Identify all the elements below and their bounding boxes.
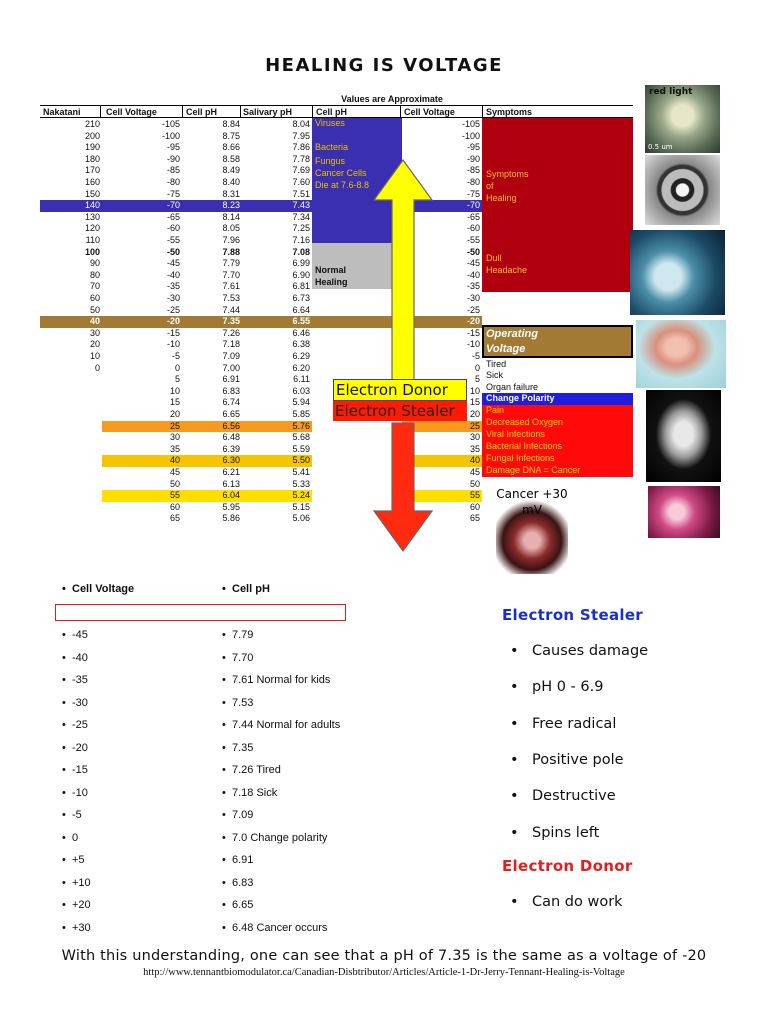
voltage-list-item: • +5 <box>72 854 85 866</box>
table-cell: 6.73 <box>292 293 310 303</box>
table-cell: 10 <box>469 385 480 396</box>
table-cell: 6.65 <box>222 409 240 419</box>
table-cell: 20 <box>89 339 100 350</box>
table-cell: 40 <box>89 316 100 327</box>
table-cell: 7.86 <box>292 142 310 153</box>
ph-list-item: • 7.26 Tired <box>232 764 281 776</box>
symptom-symptoms: Symptoms <box>486 169 529 179</box>
table-cell: 50 <box>89 304 100 315</box>
ph-list-item: • 7.61 Normal for kids <box>232 674 330 686</box>
th-cell-ph-2: Cell pH <box>316 107 348 117</box>
table-cell: 190 <box>84 142 100 153</box>
table-cell: 8.40 <box>222 177 240 187</box>
table-cell: -60 <box>466 223 480 234</box>
table-cell: 15 <box>469 397 480 408</box>
table-cell: 7.09 <box>222 351 240 361</box>
table-cell: 7.70 <box>222 269 240 280</box>
voltage-list-item: • -15 <box>72 764 88 776</box>
table-cell: 6.13 <box>222 478 240 489</box>
table-cell: 6.56 <box>222 420 240 431</box>
table-cell: 8.49 <box>222 165 240 176</box>
table-cell: 7.60 <box>292 177 310 187</box>
table-cell: 7.96 <box>222 235 240 245</box>
table-cell: 6.48 <box>222 432 240 443</box>
table-cell: -5 <box>471 351 480 361</box>
table-cell: 5.06 <box>292 513 310 524</box>
table-cell: 5.86 <box>222 513 240 524</box>
table-cell: 7.08 <box>292 246 310 257</box>
table-cell: 20 <box>169 409 180 419</box>
table-cell: 130 <box>84 211 100 222</box>
table-cell: -15 <box>466 327 480 338</box>
table-cell: 150 <box>84 188 100 199</box>
table-cell: 6.11 <box>293 374 310 385</box>
table-cell: 7.43 <box>292 200 310 211</box>
table-cell: 6.39 <box>222 443 240 454</box>
table-cell: 5.41 <box>292 467 310 477</box>
table-cell: 7.44 <box>222 304 240 315</box>
table-cell: 90 <box>89 258 100 269</box>
table-row <box>40 223 633 235</box>
table-cell: 6.20 <box>292 362 310 373</box>
cancer-cell-image: Cancer +30 mV <box>496 486 568 574</box>
table-cell: -105 <box>161 119 180 129</box>
voltage-list-item: • -25 <box>72 719 88 731</box>
table-cell: 6.46 <box>292 327 310 338</box>
voltage-list-item: • -35 <box>72 674 88 686</box>
table-cell: -80 <box>166 177 180 187</box>
voltage-list-item: • +10 <box>72 877 91 889</box>
table-cell: 45 <box>469 467 480 477</box>
symptom-pain: Pain <box>486 405 505 415</box>
table-cell: 5.94 <box>292 397 310 408</box>
table-cell: 5.33 <box>292 478 310 489</box>
table-cell: 30 <box>89 327 100 338</box>
stealer-item: • Free radical <box>532 716 616 732</box>
table-cell: 8.04 <box>292 119 310 129</box>
ph-list-item: • 6.65 <box>232 899 253 911</box>
table-cell: -95 <box>166 142 180 153</box>
electron-donor-arrow <box>370 158 436 383</box>
table-cell: 5.95 <box>222 501 240 512</box>
ph-list-item: • 6.48 Cancer occurs <box>232 922 327 934</box>
table-cell: -45 <box>166 258 180 269</box>
voltage-list-item: • 0 <box>72 832 78 844</box>
electron-donor-label: Electron Donor <box>333 379 467 401</box>
voltage-list-item: • -5 <box>72 809 82 821</box>
table-cell: 60 <box>89 293 100 303</box>
table-row <box>40 293 633 305</box>
symptom-of: of <box>486 181 494 191</box>
table-cell: -60 <box>166 223 180 234</box>
table-cell: -90 <box>466 153 480 164</box>
table-cell: 7.53 <box>222 293 240 303</box>
symptom-change-polarity: Change Polarity <box>486 393 555 403</box>
table-cell: 210 <box>84 119 100 129</box>
table-cell: -65 <box>466 211 480 222</box>
table-cell: 6.99 <box>292 258 310 269</box>
table-cell: -65 <box>166 211 180 222</box>
table-cell: 70 <box>89 281 100 292</box>
symptom-dull: Dull <box>486 253 502 263</box>
table-cell: 7.78 <box>292 153 310 164</box>
label-cancer-cells: Cancer Cells <box>315 168 367 178</box>
ph-list-item: • 7.0 Change polarity <box>232 832 327 844</box>
table-cell: -50 <box>466 246 480 257</box>
table-cell: -55 <box>166 235 180 245</box>
table-cell: 7.16 <box>292 235 310 245</box>
table-cell: 80 <box>89 269 100 280</box>
th-cell-ph: Cell pH <box>186 107 218 117</box>
table-cell: 35 <box>469 443 480 454</box>
th-cell-voltage: Cell Voltage <box>106 107 157 117</box>
footer-text: With this understanding, one can see that a pH of 7.35 is the same as a voltage of -20 <box>61 948 707 964</box>
table-cell: -50 <box>166 246 180 257</box>
table-cell: 40 <box>469 455 480 466</box>
table-cell: 100 <box>84 246 100 257</box>
table-cell: -85 <box>166 165 180 176</box>
table-cell: 7.88 <box>222 246 240 257</box>
table-cell: 8.05 <box>222 223 240 234</box>
table-cell: 0 <box>174 362 180 373</box>
table-cell: 35 <box>169 443 180 454</box>
table-row <box>40 363 633 375</box>
ph-list-item: • 7.44 Normal for adults <box>232 719 340 731</box>
table-cell: -55 <box>466 235 480 245</box>
table-cell: 5 <box>174 374 180 385</box>
table-cell: 8.66 <box>222 142 240 153</box>
table-cell: 6.90 <box>292 269 310 280</box>
table-super-header: Values are Approximate <box>341 94 443 104</box>
label-bacteria: Bacteria <box>315 142 349 152</box>
table-cell: -10 <box>166 339 180 350</box>
table-cell: 140 <box>84 200 100 211</box>
ph-list-item: • 7.53 <box>232 697 253 709</box>
table-cell: 6.38 <box>292 339 310 350</box>
voltage-list-item: • -45 <box>72 629 88 641</box>
voltage-list-item: • -30 <box>72 697 88 709</box>
table-cell: 45 <box>169 467 180 477</box>
ph-list-item: • 7.18 Sick <box>232 787 277 799</box>
symptom-damage-dna: Damage DNA = Cancer <box>486 465 581 475</box>
table-cell: 6.55 <box>292 316 310 327</box>
table-cell: -80 <box>466 177 480 187</box>
table-cell: 30 <box>469 432 480 443</box>
ph-list-item: • 7.09 <box>232 809 253 821</box>
table-cell: -25 <box>166 304 180 315</box>
table-cell: 10 <box>169 385 180 396</box>
source-url[interactable]: http://www.tennantbiomodulator.ca/Canadian-Disbtributor/Articles/Article-1-Dr-Jerry-Tennant-Healing-is-Voltage <box>143 967 625 978</box>
table-row <box>40 212 633 224</box>
table-cell: 8.58 <box>222 153 240 164</box>
highlight-box <box>55 604 346 621</box>
table-cell: 7.79 <box>222 258 240 269</box>
table-cell: 200 <box>84 130 100 141</box>
symptom-headache: Headache <box>486 265 528 275</box>
voltage-list-item: • -40 <box>72 652 88 664</box>
stealer-item: • Causes damage <box>532 643 648 659</box>
table-cell: 160 <box>84 177 100 187</box>
table-cell: 5.24 <box>292 490 310 501</box>
table-cell: 8.23 <box>222 200 240 211</box>
ph-list-item: • 6.91 <box>232 854 253 866</box>
table-cell: 5.50 <box>292 455 310 466</box>
table-row <box>40 305 633 317</box>
cancer-cells-pink-image <box>648 486 720 538</box>
th-nakatani: Nakatani <box>43 107 81 117</box>
stealer-item: • Positive pole <box>532 752 624 768</box>
table-cell: 40 <box>169 455 180 466</box>
table-row <box>40 235 633 247</box>
table-cell: 50 <box>169 478 180 489</box>
electron-donor-title: Electron Donor <box>502 857 633 875</box>
table-cell: 5 <box>474 374 480 385</box>
table-cell: 7.51 <box>292 188 310 199</box>
voltage-list-item: • -10 <box>72 787 88 799</box>
virus-cross-section-image <box>645 155 720 225</box>
table-cell: 6.30 <box>222 455 240 466</box>
table-cell: 8.84 <box>222 119 240 129</box>
table-cell: -95 <box>466 142 480 153</box>
table-row <box>40 131 633 143</box>
table-cell: -105 <box>461 119 480 129</box>
table-cell: 8.14 <box>222 211 240 222</box>
table-cell: 5.59 <box>292 443 310 454</box>
table-cell: 170 <box>84 165 100 176</box>
table-cell: -100 <box>161 130 180 141</box>
table-cell: 7.26 <box>222 327 240 338</box>
ph-list-item: • 7.70 <box>232 652 253 664</box>
table-cell: -35 <box>466 281 480 292</box>
table-cell: -75 <box>466 188 480 199</box>
table-cell: -20 <box>166 316 180 327</box>
table-cell: 30 <box>169 432 180 443</box>
table-header-row <box>40 105 633 118</box>
red-light-image: red light 0.5 um <box>645 85 720 153</box>
table-cell: 60 <box>469 501 480 512</box>
table-cell: 8.75 <box>222 130 240 141</box>
label-die-at: Die at 7.6-8.8 <box>315 180 370 190</box>
symptom-healing: Healing <box>486 193 517 203</box>
table-cell: -75 <box>166 188 180 199</box>
table-cell: 7.25 <box>292 223 310 234</box>
table-cell: -70 <box>466 200 480 211</box>
table-cell: 50 <box>469 478 480 489</box>
stealer-item: • pH 0 - 6.9 <box>532 679 603 695</box>
table-cell: 6.04 <box>222 490 240 501</box>
table-cell: -20 <box>466 316 480 327</box>
table-cell: 60 <box>169 501 180 512</box>
table-cell: -15 <box>166 327 180 338</box>
th-symptoms: Symptoms <box>486 107 533 117</box>
table-cell: 7.18 <box>222 339 240 350</box>
table-cell: 55 <box>169 490 180 501</box>
table-cell: -85 <box>466 165 480 176</box>
table-cell: 6.03 <box>292 385 310 396</box>
page-title: HEALING IS VOLTAGE <box>265 55 503 76</box>
virus-blue-image <box>630 230 725 315</box>
symptom-sick: Sick <box>486 370 504 380</box>
voltage-list-header: • Cell Voltage <box>72 583 134 595</box>
table-cell: 10 <box>89 351 100 361</box>
table-cell: 65 <box>469 513 480 524</box>
table-cell: 25 <box>469 420 480 431</box>
symptom-bacterial: Bacterial Infections <box>486 441 563 451</box>
table-cell: 6.21 <box>222 467 240 477</box>
table-cell: 5.68 <box>292 432 310 443</box>
table-row <box>40 247 633 259</box>
table-cell: -90 <box>166 153 180 164</box>
table-cell: 0 <box>474 362 480 373</box>
table-cell: -30 <box>466 293 480 303</box>
label-viruses: Viruses <box>315 118 345 128</box>
table-cell: 6.83 <box>222 385 240 396</box>
voltage-list-item: • +30 <box>72 922 91 934</box>
stealer-item: • Destructive <box>532 788 616 804</box>
symptom-viral: Viral Infections <box>486 429 545 439</box>
table-cell: -70 <box>166 200 180 211</box>
table-cell: 0 <box>94 362 100 373</box>
table-cell: -25 <box>466 304 480 315</box>
table-cell: 15 <box>169 397 180 408</box>
donor-item: • Can do work <box>532 894 623 910</box>
table-cell: -100 <box>461 130 480 141</box>
table-cell: -30 <box>166 293 180 303</box>
table-cell: -40 <box>466 269 480 280</box>
table-cell: 7.34 <box>292 211 310 222</box>
table-cell: 7.69 <box>292 165 310 176</box>
table-cell: 6.29 <box>292 351 310 361</box>
table-cell: 6.91 <box>222 374 240 385</box>
electron-stealer-title: Electron Stealer <box>502 606 644 624</box>
table-cell: -10 <box>466 339 480 350</box>
ph-list-item: • 6.83 <box>232 877 253 889</box>
symptom-organ-failure: Organ failure <box>486 382 539 392</box>
table-cell: 5.76 <box>292 420 310 431</box>
table-cell: 55 <box>469 490 480 501</box>
stealer-item: • Spins left <box>532 825 599 841</box>
symptom-fungal: Fungal Infections <box>486 453 555 463</box>
th-cell-voltage-2: Cell Voltage <box>404 107 455 117</box>
electron-stealer-label: Electron Stealer <box>333 401 467 421</box>
symptom-tired: Tired <box>486 359 507 369</box>
table-cell: 120 <box>84 223 100 234</box>
voltage-label: Voltage <box>486 343 526 355</box>
electron-stealer-arrow <box>370 421 436 553</box>
operating-label: Operating <box>486 328 538 340</box>
ph-list-item: • 7.79 <box>232 629 253 641</box>
table-cell: 65 <box>169 513 180 524</box>
table-cell: 7.35 <box>222 316 240 327</box>
table-cell: 7.61 <box>222 281 240 292</box>
label-fungus: Fungus <box>315 156 346 166</box>
bacteria-image <box>636 320 726 388</box>
table-cell: 25 <box>169 420 180 431</box>
table-cell: -5 <box>171 351 180 361</box>
ph-list-item: • 7.35 <box>232 742 253 754</box>
table-cell: 110 <box>85 235 100 245</box>
table-cell: -40 <box>166 269 180 280</box>
table-cell: 6.81 <box>292 281 310 292</box>
table-cell: 6.74 <box>222 397 240 408</box>
table-cell: -45 <box>466 258 480 269</box>
table-cell: 5.15 <box>292 501 310 512</box>
table-cell: 5.85 <box>292 409 310 419</box>
voltage-list-item: • +20 <box>72 899 91 911</box>
label-normal: Normal <box>315 265 347 275</box>
voltage-list-item: • -20 <box>72 742 88 754</box>
table-cell: -35 <box>166 281 180 292</box>
label-healing: Healing <box>315 277 348 287</box>
table-cell: 7.95 <box>292 130 310 141</box>
table-cell: 7.00 <box>222 362 240 373</box>
symptom-decreased-oxygen: Decreased Oxygen <box>486 417 564 427</box>
table-cell: 20 <box>469 409 480 419</box>
fungus-image <box>646 390 721 482</box>
table-cell: 180 <box>84 153 100 164</box>
table-cell: 6.64 <box>292 304 310 315</box>
ph-list-header: • Cell pH <box>232 583 270 595</box>
table-cell: 8.31 <box>222 188 240 199</box>
th-salivary-ph: Salivary pH <box>243 107 293 117</box>
